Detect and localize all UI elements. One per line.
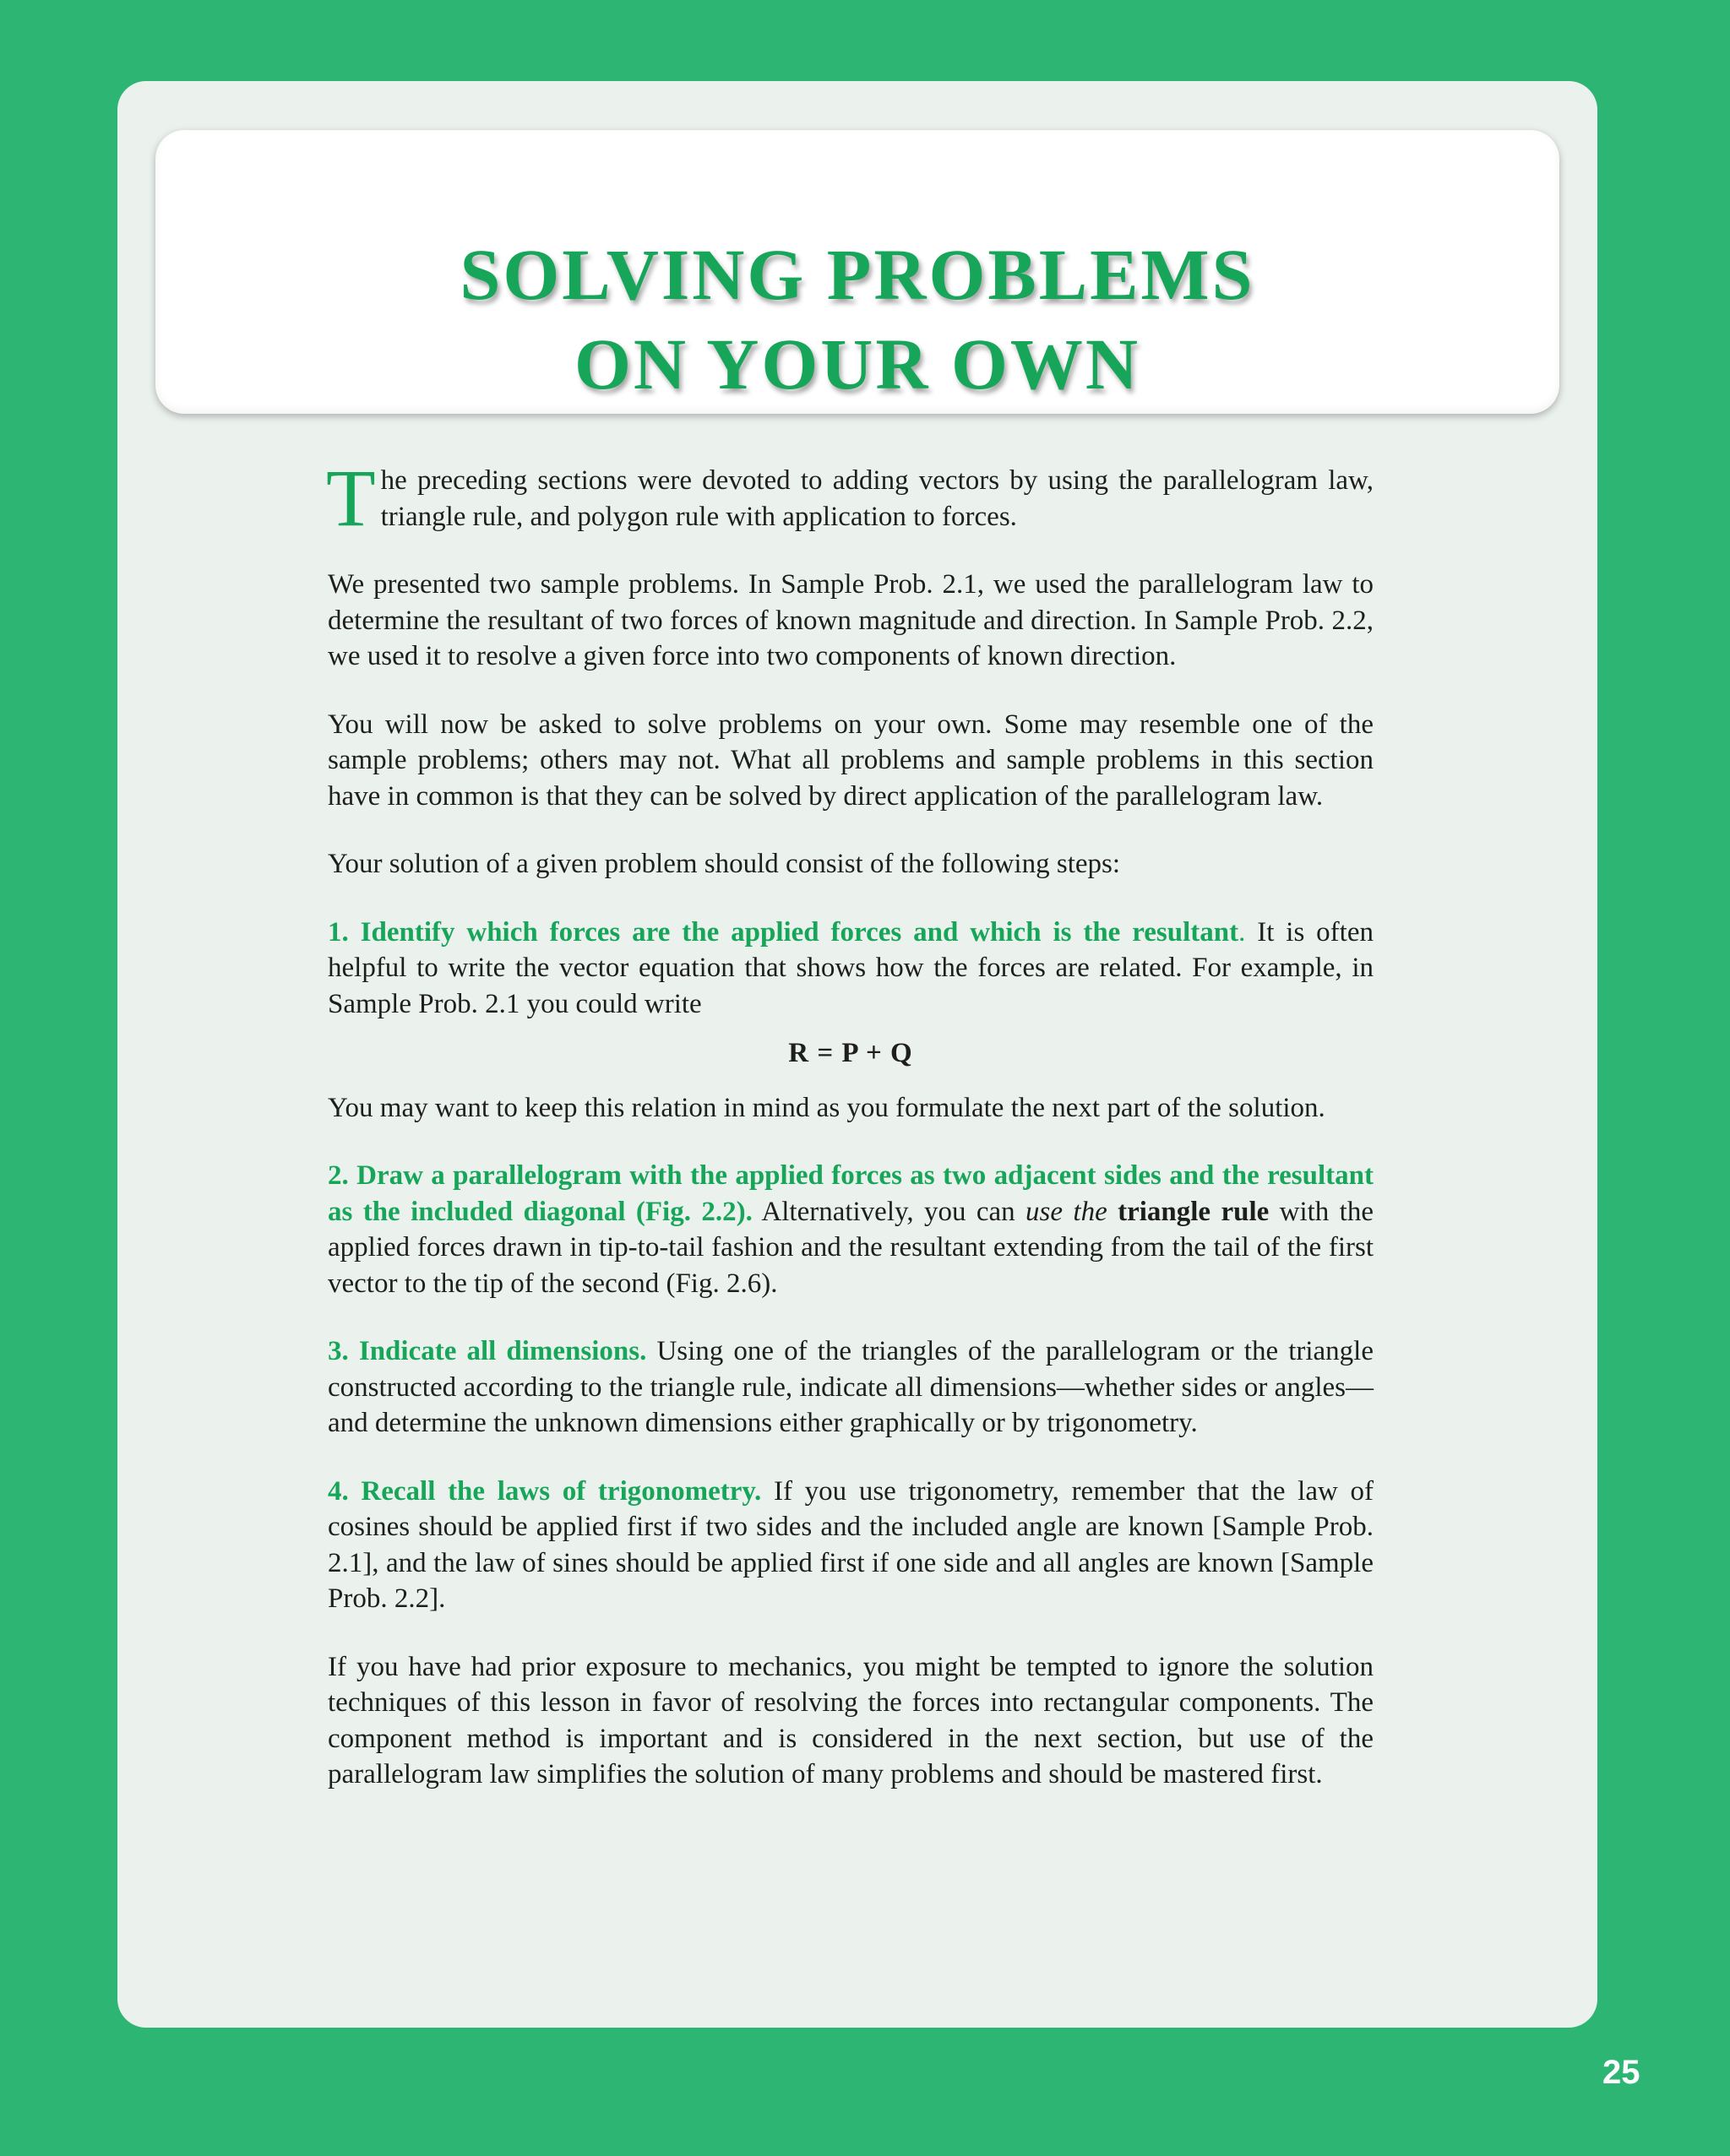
step-2-text-2 [1107,1197,1118,1227]
page-title [155,230,1559,409]
step-2-text-1: Alternatively, you can [752,1196,1026,1227]
page-number: 25 [1602,2054,1640,2091]
step-4-heading: 4. Recall the laws of trigonometry. [328,1475,762,1507]
paragraph-closing: If you have had prior exposure to mechanics, you might be tempted to ignore the solution techniques of this lesson in favor of resolving the forces into rectangular components. The component method is important and is considered in the next section, but use of the parallelogram law simplifies the solution of many problems and should be mastered first. [328,1651,1374,1789]
body-text [326,453,1374,1825]
title-line-2: ON YOUR OWN [574,323,1141,405]
title-line-1: SOLVING PROBLEMS [460,234,1255,315]
drop-cap: T [326,453,376,543]
step-2-heading: 2. Draw a parallelogram with the applied forces as two adjacent sides and the resultant as the included diagonal (Fig. 2.2). [328,1160,1374,1227]
step-3 [328,1333,1374,1442]
step-2-text-3: with the applied forces drawn in tip-to-tail fashion and the resultant extending from the tail of the first vector to the tip of the second (Fig. 2.6). [328,1196,1374,1299]
step-2 [328,1158,1374,1301]
paragraph-relation: You may want to keep this relation in mind as you formulate the next part of the solution. [328,1092,1325,1123]
intro-text: he preceding sections were devoted to adding vectors by using the parallelogram law, triangle rule, and polygon rule with application to forces. [380,465,1374,532]
step-4 [328,1474,1374,1617]
title-box [155,130,1559,414]
step-4-text: If you use trigonometry, remember that the law of cosines should be applied first if two sides and the included angle are known [Sample Prob. 2.1], and the law of sines should be applied first if one side and all angles are known [Sample Prob. 2.2]. [328,1475,1374,1614]
step-1 [328,915,1374,1023]
step-1-heading: 1. Identify which forces are the applied forces and which is the resultant [328,916,1239,948]
step-2-italic: use the [1025,1196,1107,1227]
step-3-heading: 3. Indicate all dimensions. [328,1336,647,1366]
paragraph-sample-problems: We presented two sample problems. In Sample Prob. 2.1, we used the parallelogram law to determine the resultant of two forces of known magnitude and direction. In Sample Prob. 2.2, we used it to resolve a given force into two components of known direction. [328,569,1374,671]
step-1-text: It is often helpful to write the vector equation that shows how the forces are related. For example, in Sample Prob. 2.1 you could write [328,916,1374,1019]
vector-equation: R = P + Q [788,1038,913,1068]
paragraph-steps-intro: Your solution of a given problem should consist of the following steps: [328,849,1121,879]
paragraph-solve-own: You will now be asked to solve problems on your own. Some may resemble one of the sample problems; others may not. What all problems and sample problems in this section have in common is that they can be solved by direct application of the parallelogram law. [328,709,1374,812]
step-1-period: . [1238,916,1246,948]
step-3-text: Using one of the triangles of the parallelogram or the triangle constructed according to the triangle rule, indicate all dimensions—whether sides or angles—and determine the unknown dimensions either graphically or by trigonometry. [328,1336,1374,1438]
intro-paragraph [326,453,1374,543]
step-2-bold: triangle rule [1118,1196,1270,1227]
